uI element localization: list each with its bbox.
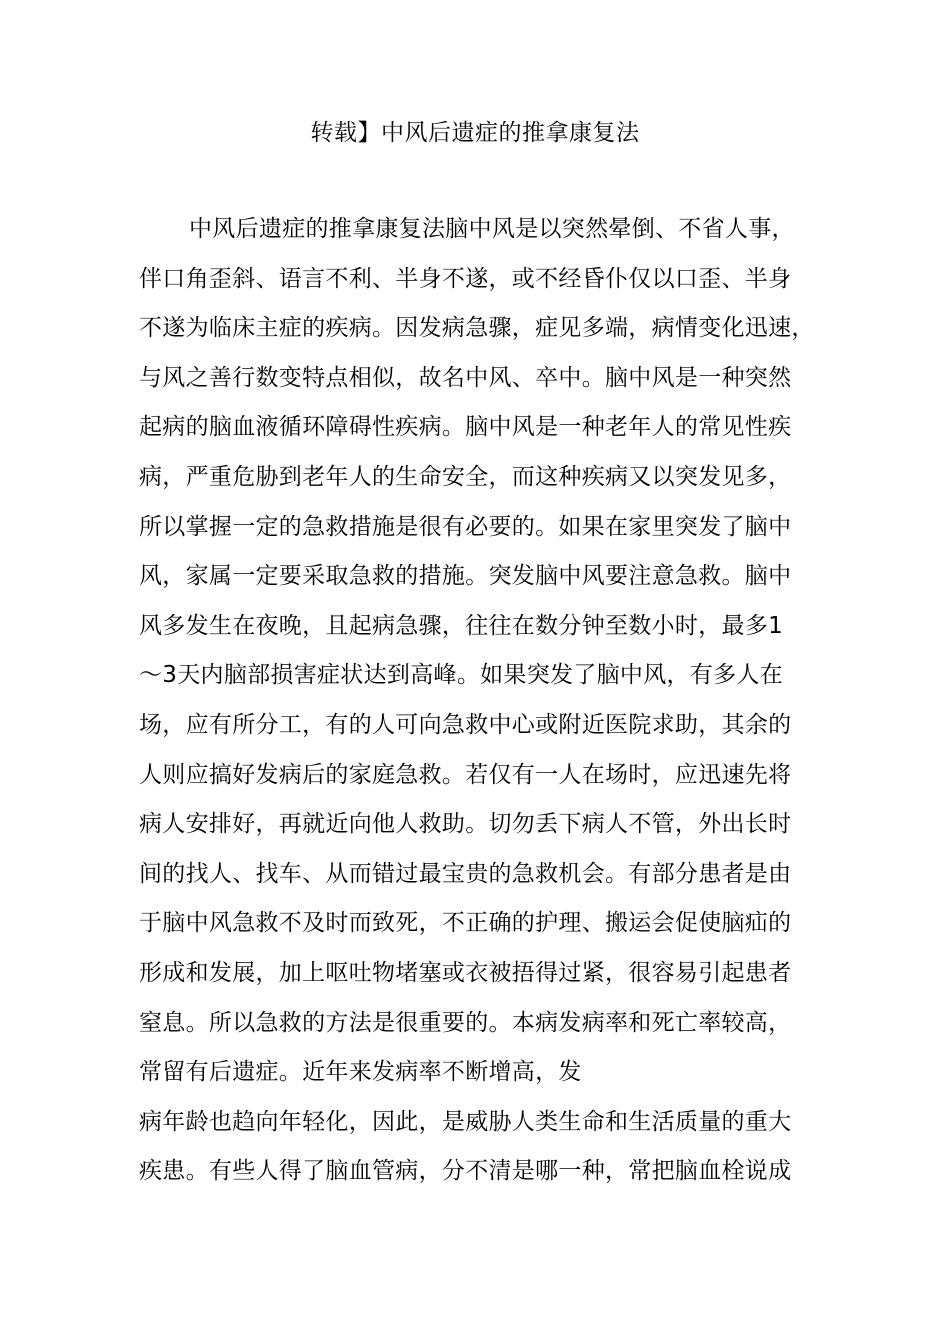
body-line: 风多发生在夜晚，且起病急骤，往往在数分钟至数小时，最多1: [139, 612, 784, 639]
body-line: 于脑中风急救不及时而致死，不正确的护理、搬运会促使脑疝的: [139, 910, 792, 937]
body-line: 与风之善行数变特点相似，故名中风、卒中。脑中风是一种突然: [139, 364, 792, 391]
body-line: 伴口角歪斜、语言不利、半身不遂，或不经昏仆仅以口歪、半身: [139, 265, 792, 292]
body-line: 病，严重危胁到老年人的生命安全，而这种疾病又以突发见多，: [139, 463, 792, 490]
body-line: 病年龄也趋向年轻化，因此，是威胁人类生命和生活质量的重大: [139, 1108, 792, 1135]
body-line: 人则应搞好发病后的家庭急救。若仅有一人在场时，应迅速先将: [139, 761, 792, 788]
body-line: 起病的脑血液循环障碍性疾病。脑中风是一种老年人的常见性疾: [139, 414, 792, 441]
body-line: 疾患。有些人得了脑血管病，分不清是哪一种，常把脑血栓说成: [139, 1158, 792, 1185]
body-line: 形成和发展，加上呕吐物堵塞或衣被捂得过紧，很容易引起患者: [139, 959, 792, 986]
body-line: 病人安排好，再就近向他人救助。切勿丢下病人不管，外出长时: [139, 811, 792, 838]
body-line: 不遂为临床主症的疾病。因发病急骤，症见多端，病情变化迅速，: [139, 315, 815, 342]
body-line: 间的找人、找车、从而错过最宝贵的急救机会。有部分患者是由: [139, 860, 792, 887]
body-line: 风，家属一定要采取急救的措施。突发脑中风要注意急救。脑中: [139, 563, 792, 590]
body-line: 窒息。所以急救的方法是很重要的。本病发病率和死亡率较高，: [139, 1009, 792, 1036]
body-line: 所以掌握一定的急救措施是很有必要的。如果在家里突发了脑中: [139, 513, 792, 540]
body-line: 常留有后遗症。近年来发病率不断增高，发: [139, 1059, 582, 1086]
body-line: 场，应有所分工，有的人可向急救中心或附近医院求助，其余的: [139, 711, 792, 738]
document-title: 转载】中风后遗症的推拿康复法: [310, 120, 640, 146]
body-line: 〜3天内脑部损害症状达到高峰。如果突发了脑中风，有多人在: [139, 662, 784, 689]
document-body: [139, 205, 819, 1197]
body-line: 中风后遗症的推拿康复法脑中风是以突然晕倒、不省人事，: [189, 216, 795, 242]
